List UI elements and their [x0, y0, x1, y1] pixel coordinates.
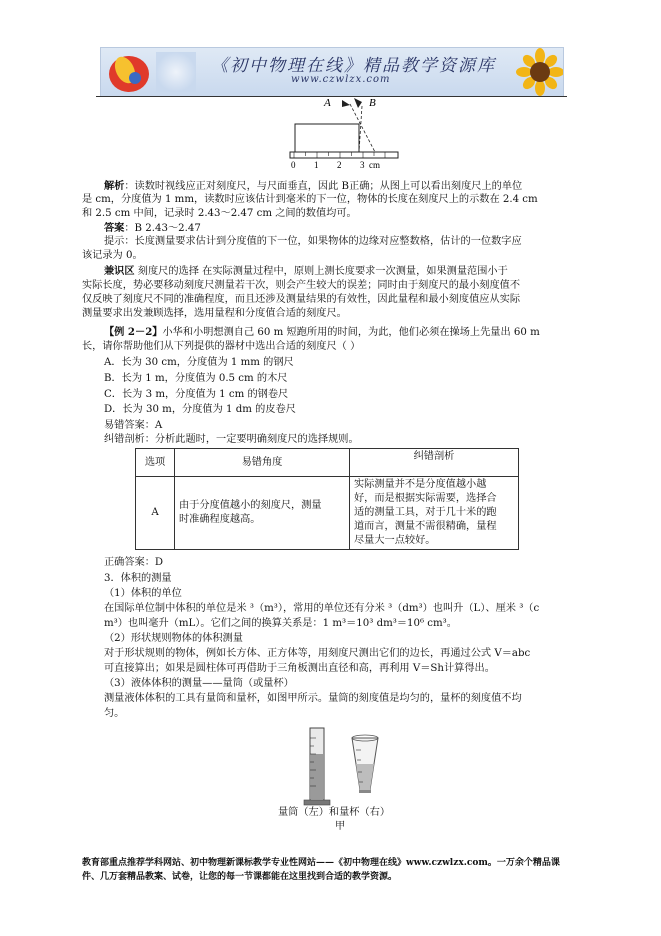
measuring-cup-icon [352, 735, 378, 793]
table-row [136, 477, 519, 550]
subsection-3: （3）液体体积的测量——量筒（或量杯） [104, 678, 294, 689]
sight-line-a [350, 104, 375, 152]
cylinder-figure [296, 724, 406, 808]
option-a: A．长为 30 cm，分度值为 1 mm 的钢尺 [104, 357, 294, 368]
wrong-answer: 易错答案：A [104, 420, 163, 431]
correct-answer: 正确答案：D [104, 557, 164, 568]
measured-block [295, 124, 359, 152]
distinguish-line-1: 兼识区 刻度尺的选择 在实际测量过程中，原则上测长度要求一次测量，如果测量范围小于 [104, 265, 508, 277]
ruler-body [290, 152, 398, 158]
footer-line-2: 件、几万套精品教案、试卷，让您的每一节课都能在这里找到合适的教学资源。 [82, 872, 398, 882]
figure-caption: 量筒（左）和量杯（右） [278, 807, 391, 818]
sunflower-icon [516, 48, 563, 96]
tick-label-1: 1 [314, 160, 319, 170]
option-b: B．长为 1 m，分度值为 0.5 cm 的木尺 [104, 373, 288, 384]
subsection-2: （2）形状规则物体的体积测量 [104, 633, 243, 644]
row-option: A [136, 477, 175, 550]
header-option: 选项 [136, 449, 175, 477]
section-heading: 3．体积的测量 [104, 573, 172, 584]
banner-title: 《初中物理在线》精品教学资源库 [211, 56, 496, 76]
header-analysis: 纠错剖析 [350, 449, 519, 477]
banner-url: www.czwlzx.com [291, 74, 391, 85]
subsection-1: （1）体积的单位 [104, 588, 182, 599]
header-angle: 易错角度 [175, 449, 350, 477]
error-analysis-table [135, 448, 519, 550]
analysis-line-3: 和 2.5 cm 中间，记录时 2.43～2.47 cm 之间的数值均可。 [82, 208, 357, 219]
unit-label: cm [369, 160, 380, 170]
header-banner [100, 47, 564, 97]
label-a: A [324, 97, 331, 109]
analysis-label: 解析 [104, 180, 125, 192]
distinguish-line-4: 测量要求出发兼顾选择，选用量程和分度值合适的刻度尺。 [82, 308, 347, 319]
logo-icon [105, 50, 151, 94]
ruler-ticks [294, 152, 385, 158]
eye-a-icon [342, 100, 350, 107]
sub1-line-1: 在国际单位制中体积的单位是米 ³（m³），常用的单位还有分米 ³（dm³）也叫升（L）、厘米 ³（c [104, 603, 540, 614]
hint-line-2: 该记录为 0。 [82, 250, 143, 261]
sub3-line-2: 匀。 [104, 708, 125, 719]
distinguish-line-2: 实际长度，势必要移动刻度尺测量若干次，则会产生较大的误差；同时由于刻度尺的最小刻度值不 [82, 280, 521, 291]
ruler-figure [280, 94, 410, 174]
footer-line-1: 教育部重点推荐学科网站、初中物理新课标教学专业性网站——《初中物理在线》www.czwlzx.com。一万余个精品课 [82, 858, 560, 868]
answer-1: 答案：B 2.43～2.47 [104, 222, 201, 234]
sub1-line-2: m³）也叫毫升（mL）。它们之间的换算关系是：1 m³＝10³ dm³＝10⁶ cm³。 [104, 618, 457, 629]
sub2-line-1: 对于形状规则的物体，例如长方体、正方体等，用刻度尺测出它们的边长，再通过公式 V＝abc [104, 648, 531, 659]
row-angle: 由于分度值越小的刻度尺，测量 时准确程度越高。 [175, 477, 350, 550]
banner-glow [156, 52, 196, 92]
correction-intro: 纠错剖析：分析此题时，一定要明确刻度尺的选择规则。 [104, 434, 359, 445]
option-c: C．长为 3 m，分度值为 1 cm 的钢卷尺 [104, 389, 289, 400]
option-d: D．长为 30 m，分度值为 1 dm 的皮卷尺 [104, 404, 296, 415]
tick-label-0: 0 [291, 160, 296, 170]
distinguish-line-3: 仅反映了刻度尺不同的准确程度，而且还涉及测量结果的有效性，因此量程和最小刻度值应从实际 [82, 294, 521, 305]
figure-label: 甲 [335, 821, 346, 832]
example-line-1: 【例 2－2】小华和小明想测自己 60 m 短跑所用的时间，为此，他们必须在操场上先量出 60 m [104, 326, 540, 338]
hint-line-1: 提示：长度测量要求估计到分度值的下一位，如果物体的边缘对应整数格，估计的一位数字应 [104, 236, 522, 247]
example-line-2: 长，请你帮助他们从下列提供的器材中选出合适的刻度尺（ ） [82, 341, 361, 352]
table-header-row [136, 449, 519, 477]
measuring-cylinder-icon [304, 728, 330, 805]
row-analysis: 实际测量并不是分度值越小越 好，而是根据实际需要，选择合 适的测量工具，对于几十米的跑 道而言，测量不需很精确，量程 尽量大一点较好。 [350, 477, 519, 550]
label-b: B [369, 97, 376, 109]
sub3-line-1: 测量液体体积的工具有量筒和量杯，如图甲所示。量筒的刻度值是均匀的，量杯的刻度值不均 [104, 693, 522, 704]
sub2-line-2: 可直接算出；如果是圆柱体可再借助于三角板测出直径和高，再利用 V＝Sh计算得出。 [104, 663, 495, 674]
eye-b-icon [354, 98, 362, 108]
tick-label-3: 3 [360, 160, 365, 170]
analysis-line-1: 解析：读数时视线应正对刻度尺，与尺面垂直，因此 B正确；从图上可以看出刻度尺上的单位 [104, 180, 523, 192]
analysis-line-2: 是 cm，分度值为 1 mm，读数时应该估计到毫米的下一位，物体的长度在刻度尺上的示数在 2.4 cm [82, 194, 538, 205]
tick-label-2: 2 [337, 160, 342, 170]
